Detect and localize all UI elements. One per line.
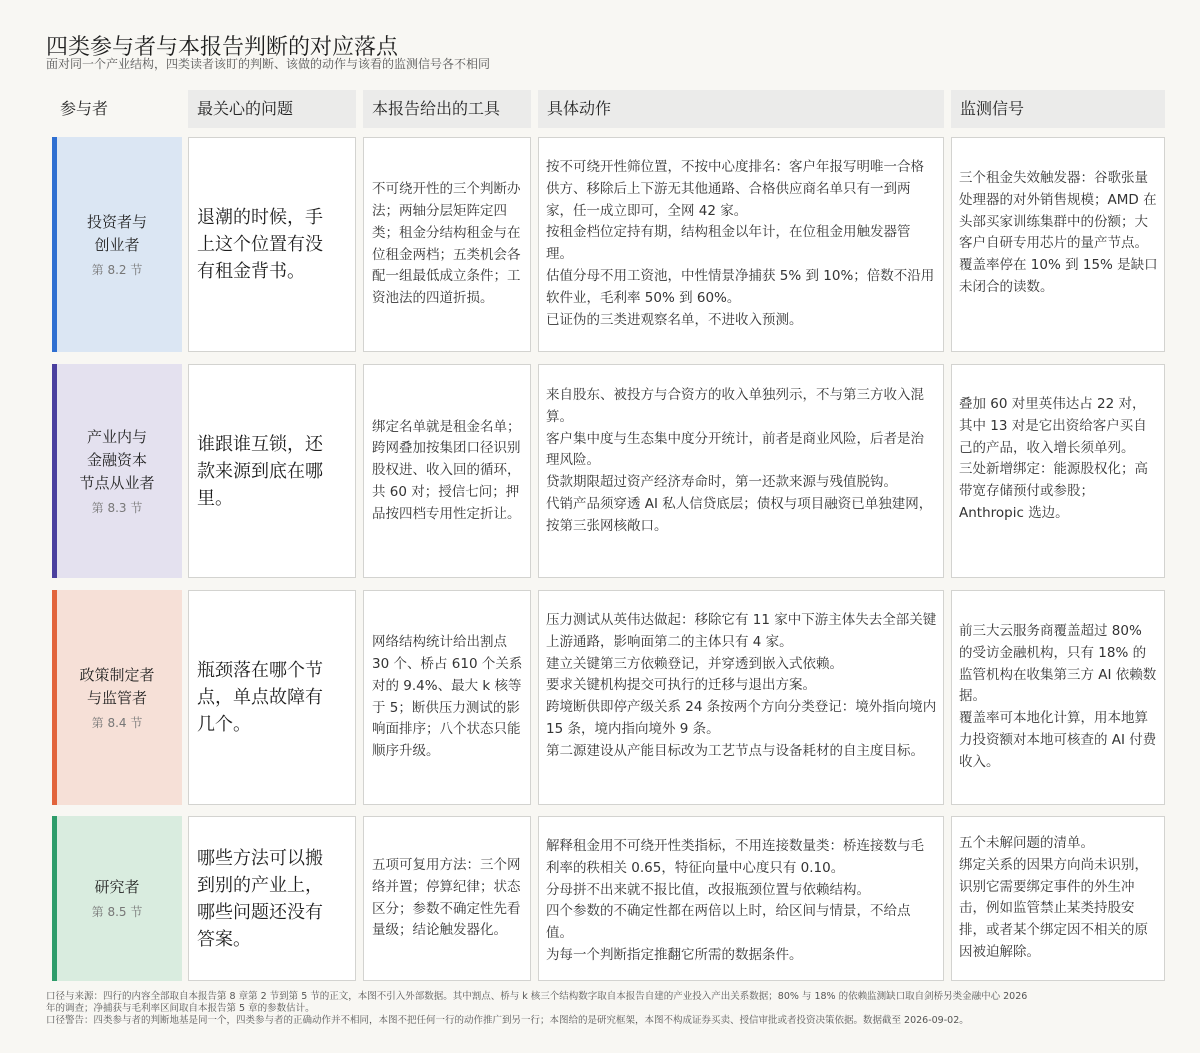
footnote-line-2: 年的调查；净捕获与毛利率区间取自本报告第 5 章的参数估计。 (46, 1003, 315, 1014)
tool-text: 绑定名单就是租金名单；跨网叠加按集团口径识别股权进、收入回的循环，共 60 对；授信七问；押品按四档专用性定折让。 (372, 418, 521, 522)
page-subtitle: 面对同一个产业结构，四类读者该盯的判断、该做的动作与该看的监测信号各不相同 (46, 57, 491, 71)
question-text: 谁跟谁互锁，还款来源到底在哪里。 (197, 433, 323, 509)
action-item: 按租金档位定持有期，结构租金以年计，在位租金用触发器管理。 (546, 224, 911, 263)
action-item: 建立关键第三方依赖登记，并穿透到嵌入式依赖。 (546, 655, 843, 672)
participant-name-line: 与监管者 (86, 688, 147, 707)
question-cell (188, 816, 356, 981)
action-item: 客户集中度与生态集中度分开统计，前者是商业风险，后者是治理风险。 (546, 430, 924, 469)
signal-item: 叠加 60 对里英伟达占 22 对，其中 13 对是它出资给客户买自己的产品，收入增长须单列。 (959, 396, 1147, 456)
signal-cell (951, 816, 1165, 981)
header-signal: 监测信号 (951, 90, 1165, 128)
participant-name-line: 创业者 (94, 235, 140, 254)
action-item: 已证伪的三类进观察名单，不进收入预测。 (546, 311, 803, 328)
tool-cell (363, 816, 531, 981)
question-cell (188, 590, 356, 805)
section-ref: 第 8.5 节 (91, 905, 143, 919)
signal-item: 绑定关系的因果方向尚未识别，识别它需要绑定事件的外生冲击，例如监管禁止某类持股安排，或者某个绑定因不相关的原因被迫解除。 (959, 856, 1148, 960)
section-ref: 第 8.4 节 (91, 715, 143, 730)
participant-cell (52, 590, 182, 805)
action-item: 四个参数的不确定性都在两倍以上时，给区间与情景，不给点值。 (546, 903, 911, 942)
action-cell (538, 364, 944, 578)
action-item: 代销产品须穿透 AI 私人信贷底层；债权与项目融资已单独建网，按第三张网核敞口。 (546, 495, 933, 534)
participant-accent-bar (52, 816, 57, 981)
footnote-line-1: 口径与来源：四行的内容全部取自本报告第 8 章第 2 节到第 5 节的正文，本图不引入外部数据。其中割点、桥与 k 核三个结构数字取自本报告自建的产业投入产出关系数据；80% 与 18% 的依赖监测缺口取自剑桥另类金融中心 2026 (46, 991, 1028, 1002)
participant-name-line: 投资者与 (86, 212, 147, 231)
signal-cell (951, 137, 1165, 352)
header-question: 最关心的问题 (188, 90, 356, 128)
action-cell (538, 137, 944, 352)
signal-item: 覆盖率停在 10% 到 15% 是缺口未闭合的读数。 (959, 257, 1158, 295)
participant-name-line: 研究者 (94, 878, 140, 896)
header-participant: 参与者 (60, 99, 109, 118)
action-item: 压力测试从英伟达做起：移除它有 11 家中下游主体失去全部关键上游通路，影响面第二的主体只有 4 家。 (546, 612, 937, 650)
action-item: 解释租金用不可绕开性类指标，不用连接数量类：桥连接数与毛利率的秩相关 0.65，特征向量中心度只有 0.10。 (546, 838, 924, 876)
action-item: 为每一个判断指定推翻它所需的数据条件。 (546, 946, 803, 963)
participant-accent-bar (52, 364, 57, 578)
tool-text: 五项可复用方法：三个网络并置；停算纪律；状态区分；参数不确定性先看量级；结论触发器化。 (372, 856, 521, 939)
question-text: 瓶颈落在哪个节点，单点故障有几个。 (197, 660, 323, 735)
action-item: 来自股东、被投方与合资方的收入单独列示，不与第三方收入混算。 (546, 387, 924, 425)
footnote-line-3: 口径警告：四类参与者的判断地基是同一个，四类参与者的正确动作并不相同，本图不把任何一行的动作推广到另一行；本图给的是研究框架，本图不构成证券买卖、授信审批或者投资决策依据。数据截至 2026-09-02。 (46, 1015, 969, 1026)
signal-item: 三个租金失效触发器：谷歌张量处理器的对外销售规模；AMD 在头部买家训练集群中的份额；大客户自研专用芯片的量产节点。 (959, 170, 1157, 252)
action-item: 要求关键机构提交可执行的迁移与退出方案。 (546, 677, 816, 694)
question-cell (188, 137, 356, 352)
tool-text: 网络结构统计给出割点 30 个、桥占 610 个关系对的 9.4%、最大 k 核等于 5；断供压力测试的影响面排序；八个状态只能顺序升级。 (372, 634, 523, 760)
participant-cell (52, 816, 182, 981)
question-cell (188, 364, 356, 578)
tool-text: 不可绕开性的三个判断办法；两轴分层矩阵定四类；租金分结构租金与在位租金两档；五类机会各配一组最低成立条件；工资池法的四道折损。 (372, 181, 521, 307)
section-ref: 第 8.3 节 (91, 500, 143, 515)
action-item: 分母拼不出来就不报比值，改报瓶颈位置与依赖结构。 (546, 881, 870, 898)
participant-name-line: 金融资本 (86, 450, 147, 469)
signal-cell (951, 590, 1165, 805)
participant-cell (52, 364, 182, 578)
participant-name-line: 节点从业者 (79, 473, 155, 492)
header-tool: 本报告给出的工具 (363, 90, 531, 128)
signal-item: 三处新增绑定：能源股权化；高带宽存储预付或参股；Anthropic 选边。 (959, 461, 1148, 521)
signal-item: 前三大云服务商覆盖超过 80% 的受访金融机构，只有 18% 的监管机构在收集第三方 AI 依赖数据。 (959, 623, 1157, 705)
tool-cell (363, 364, 531, 578)
action-cell (538, 590, 944, 805)
tool-cell (363, 137, 531, 352)
action-item: 按不可绕开性筛位置，不按中心度排名：客户年报写明唯一合格供方、移除后上下游无其他通路、合格供应商名单只有一到两家，任一成立即可，全网 42 家。 (546, 159, 924, 219)
question-text: 退潮的时候，手上这个位置有没有租金背书。 (197, 207, 323, 282)
page-title: 四类参与者与本报告判断的对应落点 (46, 35, 399, 60)
action-item: 估值分母不用工资池，中性情景净捕获 5% 到 10%；倍数不沿用软件业，毛利率 50% 到 60%。 (546, 267, 935, 306)
action-cell (538, 816, 944, 981)
participant-accent-bar (52, 137, 57, 352)
question-text: 哪些方法可以搬到别的产业上，哪些问题还没有答案。 (197, 847, 323, 950)
action-item: 贷款期限超过资产经济寿命时，第一还款来源与残值脱钩。 (546, 474, 897, 491)
participant-accent-bar (52, 590, 57, 805)
section-ref: 第 8.2 节 (91, 262, 143, 277)
signal-item: 五个未解问题的清单。 (959, 835, 1094, 851)
action-item: 第二源建设从产能目标改为工艺节点与设备耗材的自主度目标。 (546, 742, 924, 759)
header-action: 具体动作 (538, 90, 944, 128)
signal-item: 覆盖率可本地化计算，用本地算力投资额对本地可核查的 AI 付费收入。 (959, 710, 1157, 770)
tool-cell (363, 590, 531, 805)
participant-name-line: 政策制定者 (79, 665, 155, 684)
action-item: 跨境断供即停产级关系 24 条按两个方向分类登记：境外指向境内 15 条，境内指向境外 9 条。 (546, 699, 937, 737)
signal-cell (951, 364, 1165, 578)
participant-name-line: 产业内与 (86, 427, 147, 446)
participant-cell (52, 137, 182, 352)
